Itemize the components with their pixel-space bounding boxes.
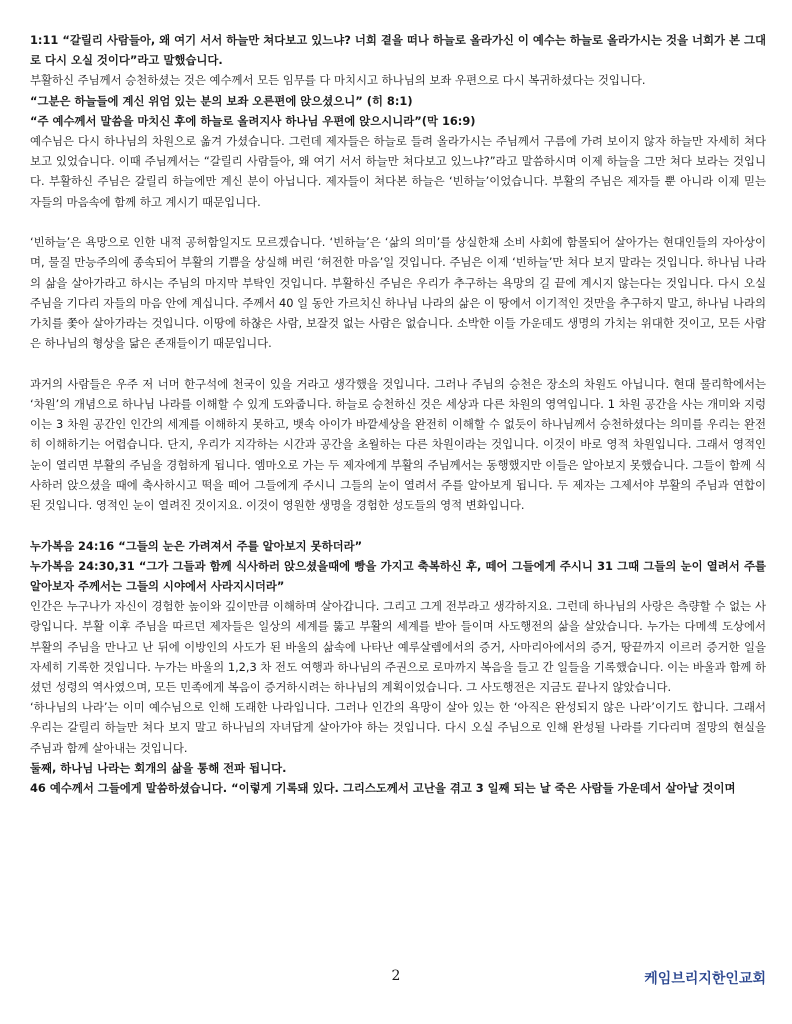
paragraph-gap: [30, 515, 766, 535]
paragraph-gap: [30, 353, 766, 373]
paragraph: 과거의 사람들은 우주 저 너머 한구석에 천국이 있을 거라고 생각했을 것입니다. 그러나 주님의 승천은 장소의 차원도 아닙니다. 현대 물리학에서는 ‘차원’의 개념으로 하나님 나라를 이해할 수 있게 도와줍니다. 하늘로 승천하신 것은 세상과 다른 차원의 영역입니다. 1 차원 공간을 사는 개미와 지렁이는 3 차원 공간인 인간의 세계를 이해하지 못하고, 뱃속 아이가 바깥세상을 완전히 이해할 수 없듯이 하나님께서 승천하셨다는 의미를 우리는 완전히 이해하기는 어렵습니다. 단지, 우리가 지각하는 시간과 공간을 초월하는 다른 차원이라는 것입니다. 이것이 바로 영적 차원입니다. 그래서 영적인 눈이 열리면 부활의 주님을 경험하게 됩니다. 엠마오로 가는 두 제자에게 부활의 주님께서는 동행했지만 이들은 알아보지 못했습니다. 그들이 함께 식사하러 앉으셨을 때에 축사하시고 떡을 떼어 그들에게 주시니 그들의 눈이 열려서 주를 알아보게 됩니다. 두 제자는 그제서야 부활의 주님과 연합이 된 것입니다. 영적인 눈이 열려진 것이지요. 이것이 영원한 생명을 경험한 성도들의 영적 변화입니다.: [30, 376, 766, 513]
paragraph: ‘빈하늘’은 욕망으로 인한 내적 공허함일지도 모르겠습니다. ‘빈하늘’은 ‘삶의 의미’를 상실한채 소비 사회에 함몰되어 살아가는 현대인들의 자아상이며, 물질 만능주의에 종속되어 부활의 기쁨을 상실해 버린 ‘허전한 마음’일 것입니다. 주님은 이제 ‘빈하늘’만 쳐다 보지 말라는 것입니다. 하나님 나라의 삶을 살아가라고 하시는 주님의 마지막 부탁인 것입니다. 부활하신 주님은 우리가 추구하는 욕망의 길 끝에 계시지 않는다는 것입니다. 다시 오실 주님을 기다리 자들의 마음 안에 계십니다. 주께서 40 일 동안 가르치신 하나님 나라의 삶은 이 땅에서 이기적인 것만을 추구하지 말고, 하나님 나라의 가치를 쫓아 살아가라는 것입니다. 이땅에 하찮은 사람, 보잘것 없는 사람은 없습니다. 소박한 이들 가운데도 생명의 가치는 위대한 것이고, 모든 사람은 하나님의 형상을 닮은 존재들이기 때문입니다.: [30, 235, 766, 351]
document-body: [30, 30, 766, 798]
page-number: 2: [391, 968, 401, 984]
verse-luke-24-30-31: 누가복음 24:30,31 “그가 그들과 함께 식사하러 앉으셨을때에 빵을 가지고 축복하신 후, 떼어 그들에게 주시니 31 그때 그들의 눈이 열려서 주를 알아보자 주께서는 그들의 시야에서 사라지시더라”: [30, 558, 766, 594]
verse-luke-24-46: 46 예수께서 그들에게 말씀하셨습니다. “이렇게 기록돼 있다. 그리스도께서 고난을 겪고 3 일째 되는 날 죽은 사람들 가운데서 살아날 것이며: [30, 781, 736, 796]
paragraph: ‘하나님의 나라’는 이미 예수님으로 인해 도래한 나라입니다. 그러나 인간의 욕망이 살아 있는 한 ‘아직은 완성되지 않은 나라’이기도 합니다. 그래서 우리는 갈릴리 하늘만 쳐다 보지 말고 하나님의 자녀답게 살아가야 하는 것입니다. 다시 오실 주님으로 인해 완성될 나라를 기다리며 절망의 현실을 주님과 함께 살아내는 것입니다.: [30, 700, 766, 755]
church-name: 케임브리지한인교회: [644, 971, 766, 987]
paragraph: 예수님은 다시 하나님의 차원으로 옮겨 가셨습니다. 그런데 제자들은 하늘로 들려 올라가시는 주님께서 구름에 가려 보이지 않자 하늘만 자세히 쳐다보고 있었습니다. 이때 주님께서는 “갈릴리 사람들아, 왜 여기 서서 하늘만 쳐다보고 있느냐?”라고 말씀하시며 이제 하늘을 그만 쳐다 보라는 것입니다. 부활하신 주님은 갈릴리 하늘에만 계신 분이 아닙니다. 제자들이 쳐다본 하늘은 ‘빈하늘’이었습니다. 부활의 주님은 제자들 뿐 아니라 이제 믿는 자들의 마음속에 함께 하고 계시기 때문입니다.: [30, 134, 766, 209]
verse-luke-24-16: 누가복음 24:16 “그들의 눈은 가려져서 주를 알아보지 못하더라”: [30, 538, 363, 553]
verse-hebrews-8-1: “그분은 하늘들에 계신 위엄 있는 분의 보좌 오른편에 앉으셨으니” (히 8:1): [30, 93, 413, 108]
verse-mark-16-9: “주 예수께서 말씀을 마치신 후에 하늘로 올려지사 하나님 우편에 앉으시니라”(막 16:9): [30, 113, 476, 128]
paragraph: 부활하신 주님께서 승천하셨는 것은 예수께서 모든 임무를 다 마치시고 하나님의 보좌 우편으로 다시 복귀하셨다는 것입니다.: [30, 73, 646, 88]
section-heading: 둘째, 하나님 나라는 회개의 삶을 통해 전파 됩니다.: [30, 760, 287, 775]
verse-acts-1-11: 1:11 “갈릴리 사람들아, 왜 여기 서서 하늘만 쳐다보고 있느냐? 너희 곁을 떠나 하늘로 올라가신 이 예수는 하늘로 올라가시는 것을 너희가 본 그대로 다시 오실 것이다”라고 말했습니다.: [30, 33, 766, 68]
paragraph: 인간은 누구나가 자신이 경험한 높이와 깊이만큼 이해하며 살아갑니다. 그리고 그게 전부라고 생각하지요. 그런데 하나님의 사랑은 측량할 수 없는 사랑입니다. 부활 이후 주님을 따르던 제자들은 일상의 세계를 뚫고 부활의 세계를 받아 들이며 사도행전의 삶을 살았습니다. 누가는 다메섹 도상에서 부활의 주님을 만나고 난 뒤에 이방인의 사도가 된 바울의 삶속에 나타난 예루살렘에서의 증거, 사마리아에서의 증거, 땅끝까지 이르러 증거한 일을 자세히 기록한 것입니다. 누가는 바울의 1,2,3 차 전도 여행과 하나님의 주권으로 로마까지 복음을 들고 간 일들을 기록했습니다. 이는 바울과 함께 하셨던 성령의 역사였으며, 모든 민족에게 복음이 증거하시려는 하나님의 계획이었습니다. 그 사도행전은 지금도 끝나지 않았습니다.: [30, 599, 766, 695]
paragraph-gap: [30, 212, 766, 232]
